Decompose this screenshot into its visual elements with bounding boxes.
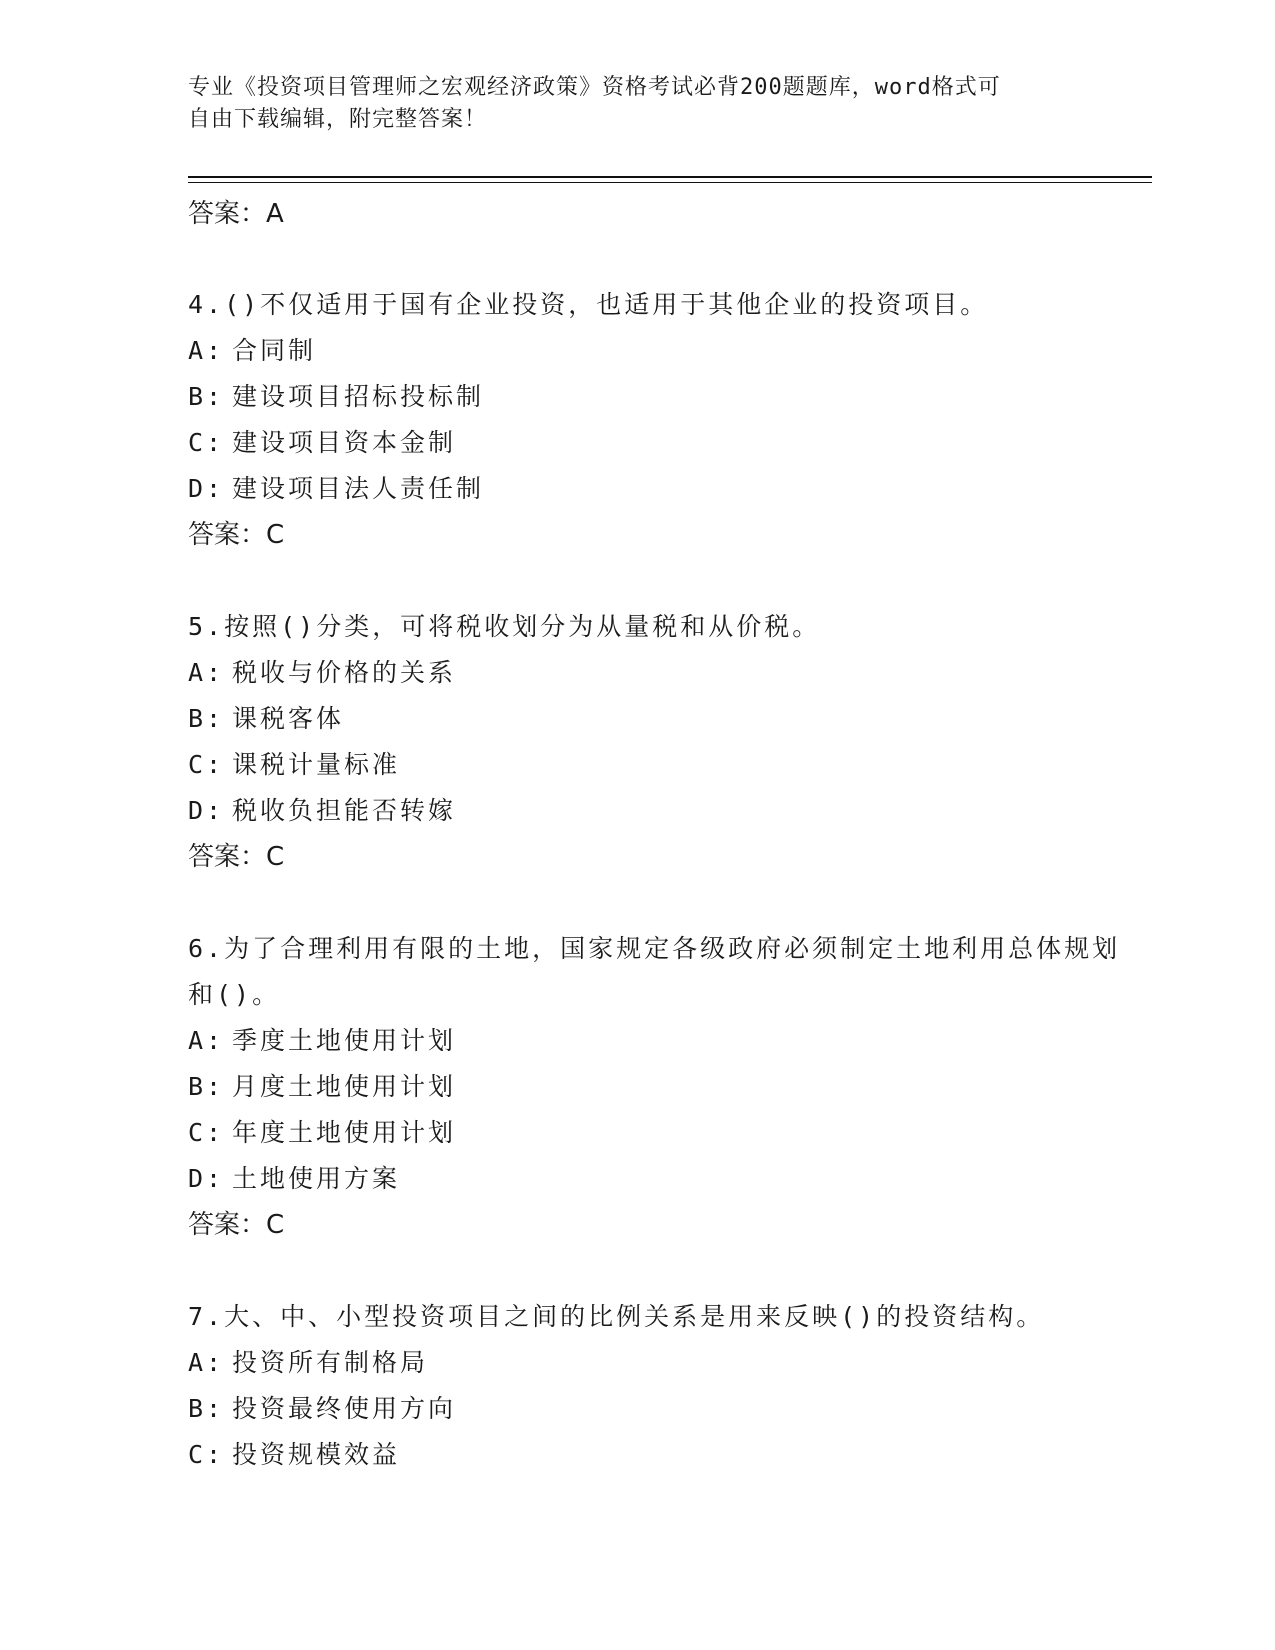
option-text: 土地使用方案 xyxy=(232,1164,401,1193)
answer-option xyxy=(188,1064,1128,1110)
option-key: B: xyxy=(188,382,225,411)
question-item xyxy=(188,282,1128,558)
question-item xyxy=(188,926,1128,1248)
answer-option xyxy=(188,466,1128,512)
option-key: B: xyxy=(188,704,225,733)
answer-option xyxy=(188,1156,1128,1202)
question-answer: 答案：C xyxy=(188,1210,285,1240)
option-key: D: xyxy=(188,1164,225,1193)
answer-option xyxy=(188,1110,1128,1156)
option-key: A: xyxy=(188,1348,225,1377)
option-key: B: xyxy=(188,1394,225,1423)
question-answer: 答案：C xyxy=(188,520,285,550)
option-text: 投资规模效益 xyxy=(232,1440,401,1469)
answer-option xyxy=(188,1340,1128,1386)
option-text: 投资最终使用方向 xyxy=(232,1394,457,1423)
answer-option xyxy=(188,1018,1128,1064)
question-stem: 4.()不仅适用于国有企业投资，也适用于其他企业的投资项目。 xyxy=(188,290,989,319)
question-item xyxy=(188,604,1128,880)
question-answer: 答案：C xyxy=(188,842,285,872)
option-text: 投资所有制格局 xyxy=(232,1348,429,1377)
header-divider-thin xyxy=(188,182,1152,183)
question-item xyxy=(188,1294,1128,1478)
option-text: 月度土地使用计划 xyxy=(232,1072,457,1101)
questions-container xyxy=(188,282,1128,1478)
option-key: D: xyxy=(188,474,225,503)
answer-option xyxy=(188,788,1128,834)
question-stem: 5.按照()分类，可将税收划分为从量税和从价税。 xyxy=(188,612,821,641)
option-key: A: xyxy=(188,336,225,365)
answer-option xyxy=(188,696,1128,742)
option-key: A: xyxy=(188,658,225,687)
header-divider-thick xyxy=(188,176,1152,178)
option-text: 课税计量标准 xyxy=(232,750,401,779)
option-key: C: xyxy=(188,428,225,457)
header-line-2: 自由下载编辑，附完整答案！ xyxy=(188,107,488,132)
answer-option xyxy=(188,374,1128,420)
option-key: B: xyxy=(188,1072,225,1101)
document-header xyxy=(188,72,1068,136)
option-text: 税收负担能否转嫁 xyxy=(232,796,457,825)
option-text: 合同制 xyxy=(232,336,317,365)
question-list xyxy=(188,188,1128,1478)
answer-option xyxy=(188,1432,1128,1478)
question-stem: 7.大、中、小型投资项目之间的比例关系是用来反映()的投资结构。 xyxy=(188,1302,1045,1331)
answer-option xyxy=(188,742,1128,788)
option-key: C: xyxy=(188,1118,225,1147)
answer-option xyxy=(188,1386,1128,1432)
option-key: C: xyxy=(188,750,225,779)
option-text: 建设项目招标投标制 xyxy=(232,382,485,411)
answer-option xyxy=(188,328,1128,374)
option-text: 建设项目法人责任制 xyxy=(232,474,485,503)
header-line-1: 专业《投资项目管理师之宏观经济政策》资格考试必背200题题库，word格式可 xyxy=(188,75,1001,100)
option-text: 年度土地使用计划 xyxy=(232,1118,457,1147)
option-text: 课税客体 xyxy=(232,704,345,733)
option-key: C: xyxy=(188,1440,225,1469)
option-key: A: xyxy=(188,1026,225,1055)
option-text: 建设项目资本金制 xyxy=(232,428,457,457)
option-key: D: xyxy=(188,796,225,825)
answer-option xyxy=(188,420,1128,466)
question-stem: 6.为了合理利用有限的土地，国家规定各级政府必须制定土地利用总体规划和()。 xyxy=(188,934,1121,1009)
answer-option xyxy=(188,650,1128,696)
option-text: 季度土地使用计划 xyxy=(232,1026,457,1055)
previous-answer: 答案：A xyxy=(188,199,284,229)
option-text: 税收与价格的关系 xyxy=(232,658,457,687)
